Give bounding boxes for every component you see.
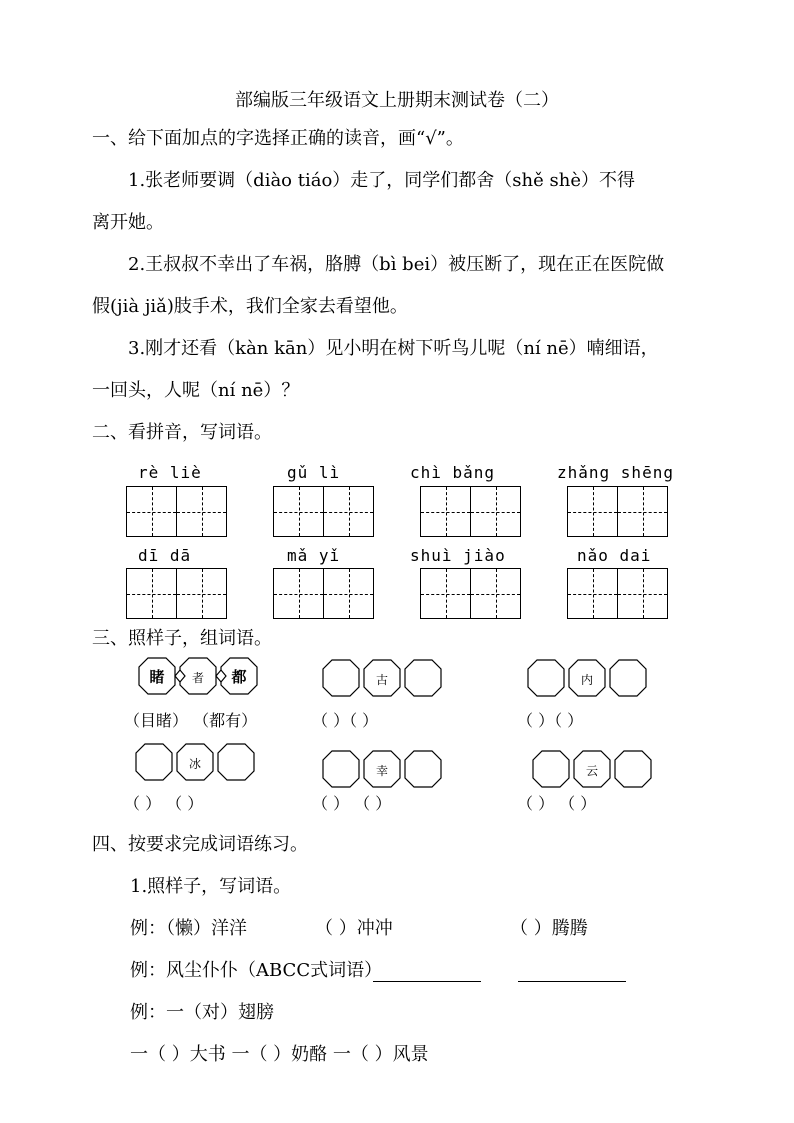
chain-char: 内 (580, 673, 594, 687)
writing-grid (273, 486, 374, 537)
section2-heading: 二、看拼音，写词语。 (92, 422, 272, 443)
chain-char: 者 (191, 671, 205, 685)
word-chain (134, 742, 259, 782)
fill-item[interactable]: （ ）腾腾 (510, 918, 588, 939)
pinyin-label: mǎ yǐ (287, 546, 341, 565)
answer-blanks[interactable]: （ ） （ ） (124, 794, 204, 813)
example-3: 例：一（对）翅膀 (130, 1002, 274, 1023)
chain-char: 云 (585, 764, 599, 778)
chain-char: 幸 (375, 764, 389, 778)
pinyin-label: chì bǎng (410, 463, 496, 482)
question2-line2: 假(jià jiǎ)肢手术，我们全家去看望他。 (92, 296, 408, 317)
question3-line1: 3.刚才还看（kàn kān）见小明在树下听鸟儿呢（ní nē）喃细语， (128, 338, 659, 359)
word-chain (321, 658, 446, 698)
pinyin-label: shuì jiào (410, 546, 506, 565)
question3-line2: 一回头，人呢（ní nē）？ (92, 380, 300, 401)
chain-char: 冰 (188, 757, 202, 771)
pinyin-label: gǔ lì (287, 463, 341, 482)
sub-question-1: 1.照样子，写词语。 (130, 876, 292, 897)
section4-heading: 四、按要求完成词语练习。 (92, 834, 308, 855)
writing-grid (126, 568, 227, 619)
example-2 (130, 960, 382, 982)
section3-heading: 三、照样子，组词语。 (92, 628, 272, 649)
pinyin-label: nǎo dai (577, 546, 652, 565)
example-2-text: 例：风尘仆仆（ABCC式词语） (130, 960, 383, 981)
writing-grid (567, 486, 668, 537)
chain-char: 古 (375, 673, 389, 687)
answer-blanks[interactable]: （ ） （ ） (517, 794, 597, 813)
section1-heading: 一、给下面加点的字选择正确的读音，画“√”。 (92, 128, 464, 149)
page-title: 部编版三年级语文上册期末测试卷（二） (235, 90, 559, 111)
word-chain-example (137, 656, 262, 696)
question1-line1: 1.张老师要调（diào tiáo）走了，同学们都舍（shě shè）不得 (128, 170, 635, 191)
question2-line1: 2.王叔叔不幸出了车祸，胳膊（bì bei）被压断了，现在正在医院做 (128, 254, 665, 275)
pinyin-label: dī dā (138, 546, 192, 565)
example-answer: （目睹） （都有） (124, 711, 258, 730)
pinyin-label: rè liè (138, 463, 202, 482)
answer-line[interactable] (518, 981, 626, 982)
fill-item[interactable]: （ ）冲冲 (315, 918, 393, 939)
writing-grid (273, 568, 374, 619)
measure-word-items[interactable]: 一（ ）大书 一（ ）奶酪 一（ ）风景 (130, 1044, 429, 1065)
writing-grid (420, 486, 521, 537)
question1-line2: 离开她。 (92, 212, 164, 233)
word-chain (526, 658, 651, 698)
example-1: 例：（懒）洋洋 (130, 918, 247, 939)
writing-grid (420, 568, 521, 619)
pinyin-label: zhǎng shēng (557, 463, 674, 482)
word-chain (321, 749, 446, 789)
word-chain (531, 749, 656, 789)
writing-grid (567, 568, 668, 619)
answer-blanks[interactable]: （ ） （ ） (312, 794, 392, 813)
answer-blanks[interactable]: （ ）（ ） (312, 711, 379, 730)
chain-char: 都 (231, 668, 247, 686)
answer-line[interactable] (373, 981, 481, 982)
chain-char: 睹 (149, 668, 165, 686)
answer-blanks[interactable]: （ ）（ ） (517, 711, 584, 730)
writing-grid (126, 486, 227, 537)
